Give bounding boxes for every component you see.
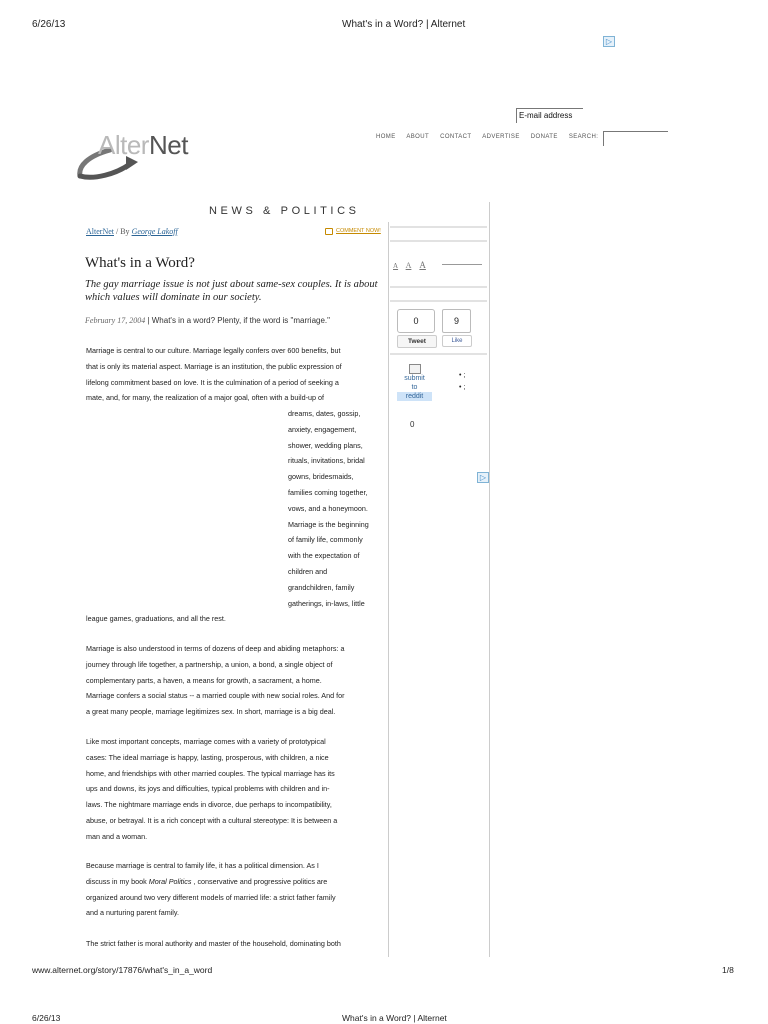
site-link[interactable]: AlterNet (86, 227, 114, 236)
text-run: discuss in my book (86, 876, 149, 886)
byline-separator: / By (114, 227, 132, 236)
nav-about[interactable]: ABOUT (406, 134, 430, 140)
tweet-button[interactable]: Tweet (397, 335, 437, 348)
text-line: with the expectation of (288, 551, 360, 561)
print-url: www.alternet.org/story/17876/what's_in_a_word (32, 965, 213, 975)
text-line: grandchildren, family (288, 582, 355, 592)
article-headline: What's in a Word? (85, 255, 195, 271)
reddit-label: reddit (397, 392, 432, 401)
font-size-rule (442, 264, 482, 265)
text-line: and a nurturing parent family. (86, 908, 179, 918)
sidebar-divider (390, 226, 487, 228)
like-button[interactable]: Like (442, 335, 472, 347)
like-count: 9 (442, 309, 471, 333)
print-date: 6/26/13 (32, 19, 66, 30)
text-line: complementary parts, a haven, a means for growth, a sacrament, a home. (86, 675, 322, 685)
font-size-large-button[interactable]: A (419, 260, 426, 270)
comment-now-link[interactable]: COMMENT NOW! (336, 228, 381, 234)
font-size-controls (393, 260, 432, 270)
font-size-medium-button[interactable]: A (405, 261, 412, 270)
text-line: vows, and a honeymoon. (288, 503, 368, 513)
text-line: rituals, invitations, bridal (288, 456, 365, 466)
text-line: Marriage confers a social status -- a married couple with new social roles. And for (86, 691, 345, 701)
sidebar-divider (390, 240, 487, 242)
text-line: anxiety, engagement, (288, 424, 357, 434)
column-divider (489, 202, 490, 957)
next-page-date: 6/26/13 (32, 1013, 61, 1023)
reddit-label: to (411, 384, 418, 391)
email-input[interactable]: E-mail address (516, 108, 583, 123)
text-line: Marriage is central to our culture. Marriage legally confers over 600 benefits, but (86, 346, 341, 355)
text-line: home, and friendships with other married couples. The typical marriage has its (86, 768, 335, 778)
text-line: mate, and, for many, the realization of a major goal, often with a build-up of (86, 393, 324, 403)
section-title: NEWS & POLITICS (209, 205, 360, 217)
reddit-submit-button[interactable] (397, 363, 432, 408)
reddit-count: 0 (410, 420, 415, 429)
text-line: Like most important concepts, marriage comes with a variety of prototypical (86, 737, 326, 746)
text-line: dreams, dates, gossip, (288, 409, 361, 418)
share-list-item: • ; (459, 372, 466, 379)
text-line: gowns, bridesmaids, (288, 472, 354, 482)
print-title: What's in a Word? | Alternet (342, 19, 466, 30)
sidebar-divider (390, 286, 487, 288)
nav-search-label: SEARCH: (568, 134, 599, 140)
top-nav (376, 134, 598, 140)
share-list-item: • ; (459, 384, 466, 391)
lead-sentence: What's in a word? Plenty, if the word is "marriage." (151, 316, 330, 325)
ad-choices-icon[interactable]: ▷ (603, 36, 615, 47)
article-date: February 17, 2004 (85, 316, 146, 325)
text-line: that is only its material aspect. Marriage is an institution, the public expression of (86, 361, 342, 371)
text-line: children and (288, 566, 328, 576)
text-line: cases: The ideal marriage is happy, lasting, prosperous, with children, a nice (86, 752, 329, 762)
text-line: Marriage is also understood in terms of dozens of deep and abiding metaphors: a (86, 644, 345, 653)
text-line: shower, wedding plans, (288, 440, 363, 450)
nav-contact[interactable]: CONTACT (440, 134, 472, 140)
dateline (85, 316, 330, 325)
paragraph-1 (86, 343, 386, 406)
byline (86, 227, 178, 236)
share-list (459, 370, 465, 394)
author-name: George Lakoff (131, 227, 178, 236)
text-line: gatherings, in-laws, little (288, 598, 365, 608)
text-run: , conservative and progressive politics are (191, 876, 328, 886)
paragraph-5 (86, 936, 386, 952)
logo-net: Net (148, 130, 188, 160)
paragraph-1-end: league games, graduations, and all the rest. (86, 614, 226, 623)
ad-choices-icon[interactable]: ▷ (477, 472, 489, 483)
font-size-small-button[interactable]: A (393, 262, 399, 270)
nav-donate[interactable]: DONATE (530, 134, 558, 140)
date-separator: | (145, 316, 152, 325)
text-line: families coming together, (288, 487, 368, 497)
text-line: abuse, or betrayal. It is a rich concept with a cultural stereotype: It is between a (86, 815, 338, 825)
reddit-label: submit (404, 375, 425, 382)
text-line: organized around two very different models of married life: a strict father family (86, 892, 336, 902)
comment-icon (325, 228, 333, 235)
text-line: Marriage is the beginning (288, 519, 369, 529)
text-line: The strict father is moral authority and master of the household, dominating both (86, 939, 341, 948)
tweet-count: 0 (397, 309, 435, 333)
logo-alter: Alter (98, 130, 149, 160)
text-line: Because marriage is central to family life, it has a political dimension. As I (86, 861, 319, 870)
text-line (86, 874, 386, 890)
sidebar-divider (390, 300, 487, 302)
paragraph-2 (86, 641, 386, 720)
next-page-title: What's in a Word? | Alternet (342, 1013, 447, 1023)
book-title: Moral Politics (148, 876, 192, 886)
reddit-icon (409, 364, 421, 374)
sidebar-divider (390, 353, 487, 355)
print-page-number: 1/8 (722, 965, 734, 975)
text-line: of family life, commonly (288, 535, 363, 545)
text-line: lifelong commitment based on love. It is the culmination of a period of seeking a (86, 377, 339, 387)
paragraph-4 (86, 858, 386, 921)
text-line: laws. The nightmare marriage ends in divorce, due perhaps to incompatibility, (86, 800, 332, 810)
article-deck: The gay marriage issue is not just about same-sex couples. It is about which values will dominate in our society. (85, 279, 378, 303)
logo-wordmark[interactable] (98, 130, 188, 161)
paragraph-3 (86, 734, 386, 845)
author-link[interactable] (132, 227, 178, 236)
text-line: a great many people, marriage legitimizes sex. In short, marriage is a big deal. (86, 707, 336, 717)
column-divider (388, 222, 389, 957)
text-line: ups and downs, its joys and difficulties, typical problems with children and in- (86, 784, 330, 794)
nav-advertise[interactable]: ADVERTISE (482, 134, 520, 140)
text-line: journey through life together, a partnership, a union, a bond, a single object of (86, 659, 333, 669)
paragraph-1-wrap (288, 406, 388, 611)
search-input[interactable] (603, 131, 668, 146)
nav-home[interactable]: HOME (376, 134, 396, 140)
text-line: man and a woman. (86, 831, 148, 841)
